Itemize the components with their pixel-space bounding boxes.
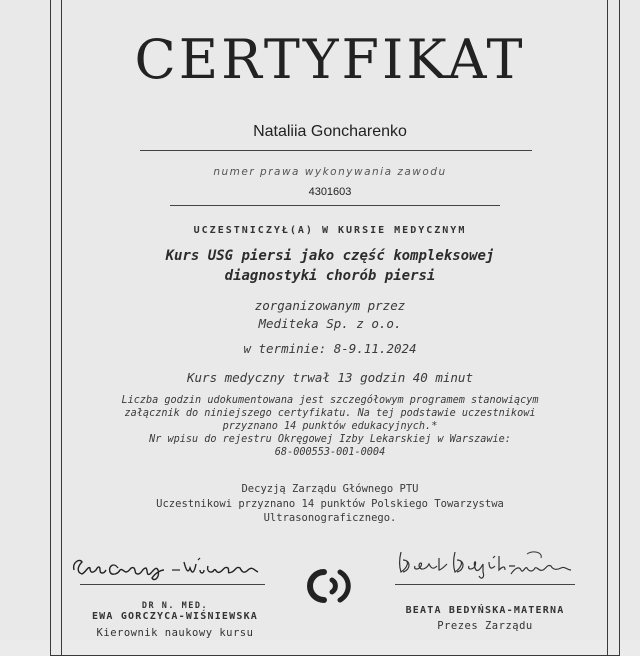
signature-right-line xyxy=(395,584,575,585)
hours-paragraph xyxy=(0,394,640,459)
ptu-paragraph xyxy=(0,482,640,526)
hours-paragraph-line: Nr wpisu do rejestru Okręgowej Izby Lekarskiej w Warszawie: xyxy=(149,434,511,445)
signer-right-role-text: Prezes Zarządu xyxy=(437,620,533,632)
license-caption: numer prawa wykonywania zawodu xyxy=(213,166,447,178)
signature-left-image xyxy=(68,548,268,584)
signature-left-line xyxy=(80,584,265,585)
course-title-line1: Kurs USG piersi jako część kompleksowej xyxy=(165,248,495,264)
organized-by-label: zorganizowanym przez xyxy=(254,298,406,313)
ptu-paragraph-line: Uczestnikowi przyznano 14 punktów Polskiego Towarzystwa xyxy=(156,497,504,510)
ptu-paragraph-line: Decyzją Zarządu Głównego PTU xyxy=(241,483,419,495)
course-duration: Kurs medyczny trwał 13 godzin 40 minut xyxy=(187,370,473,385)
signer-right-name-text: BEATA BEDYŃSKA-MATERNA xyxy=(405,605,565,616)
organizer-name: Mediteka Sp. z o.o. xyxy=(258,316,402,331)
course-title-line2: diagnostyki chorób piersi xyxy=(224,268,436,284)
certificate-title: CERTYFIKAT xyxy=(134,28,526,91)
c-soundwave-logo-icon xyxy=(302,558,358,614)
signer-left-degree-text: DR N. MED. xyxy=(141,601,209,611)
license-number: 4301603 xyxy=(308,186,352,198)
signer-left-name-text: EWA GORCZYCA-WIŚNIEWSKA xyxy=(91,611,259,622)
signature-right-image xyxy=(393,544,573,580)
name-underline xyxy=(140,150,532,151)
hours-paragraph-line: załącznik do niniejszego certyfikatu. Na tej podstawie uczestnikowi xyxy=(124,408,536,419)
recipient-name: Nataliia Goncharenko xyxy=(253,123,407,140)
hours-paragraph-line: Liczba godzin udokumentowana jest szczegółowym programem stanowiącym xyxy=(121,395,539,406)
ptu-paragraph-line: Ultrasonograficznego. xyxy=(263,512,397,524)
signer-right-role xyxy=(360,614,610,633)
signer-left-role xyxy=(50,621,300,640)
participated-text: UCZESTNICZYŁ(A) W KURSIE MEDYCZNYM xyxy=(193,225,467,236)
hours-paragraph-line: 68-000553-001-0004 xyxy=(274,447,386,458)
signer-left-role-text: Kierownik naukowy kursu xyxy=(96,627,254,639)
course-date: w terminie: 8-9.11.2024 xyxy=(243,341,417,356)
license-underline xyxy=(170,205,500,206)
hours-paragraph-line: przyznano 14 punktów edukacyjnych.* xyxy=(222,421,438,432)
